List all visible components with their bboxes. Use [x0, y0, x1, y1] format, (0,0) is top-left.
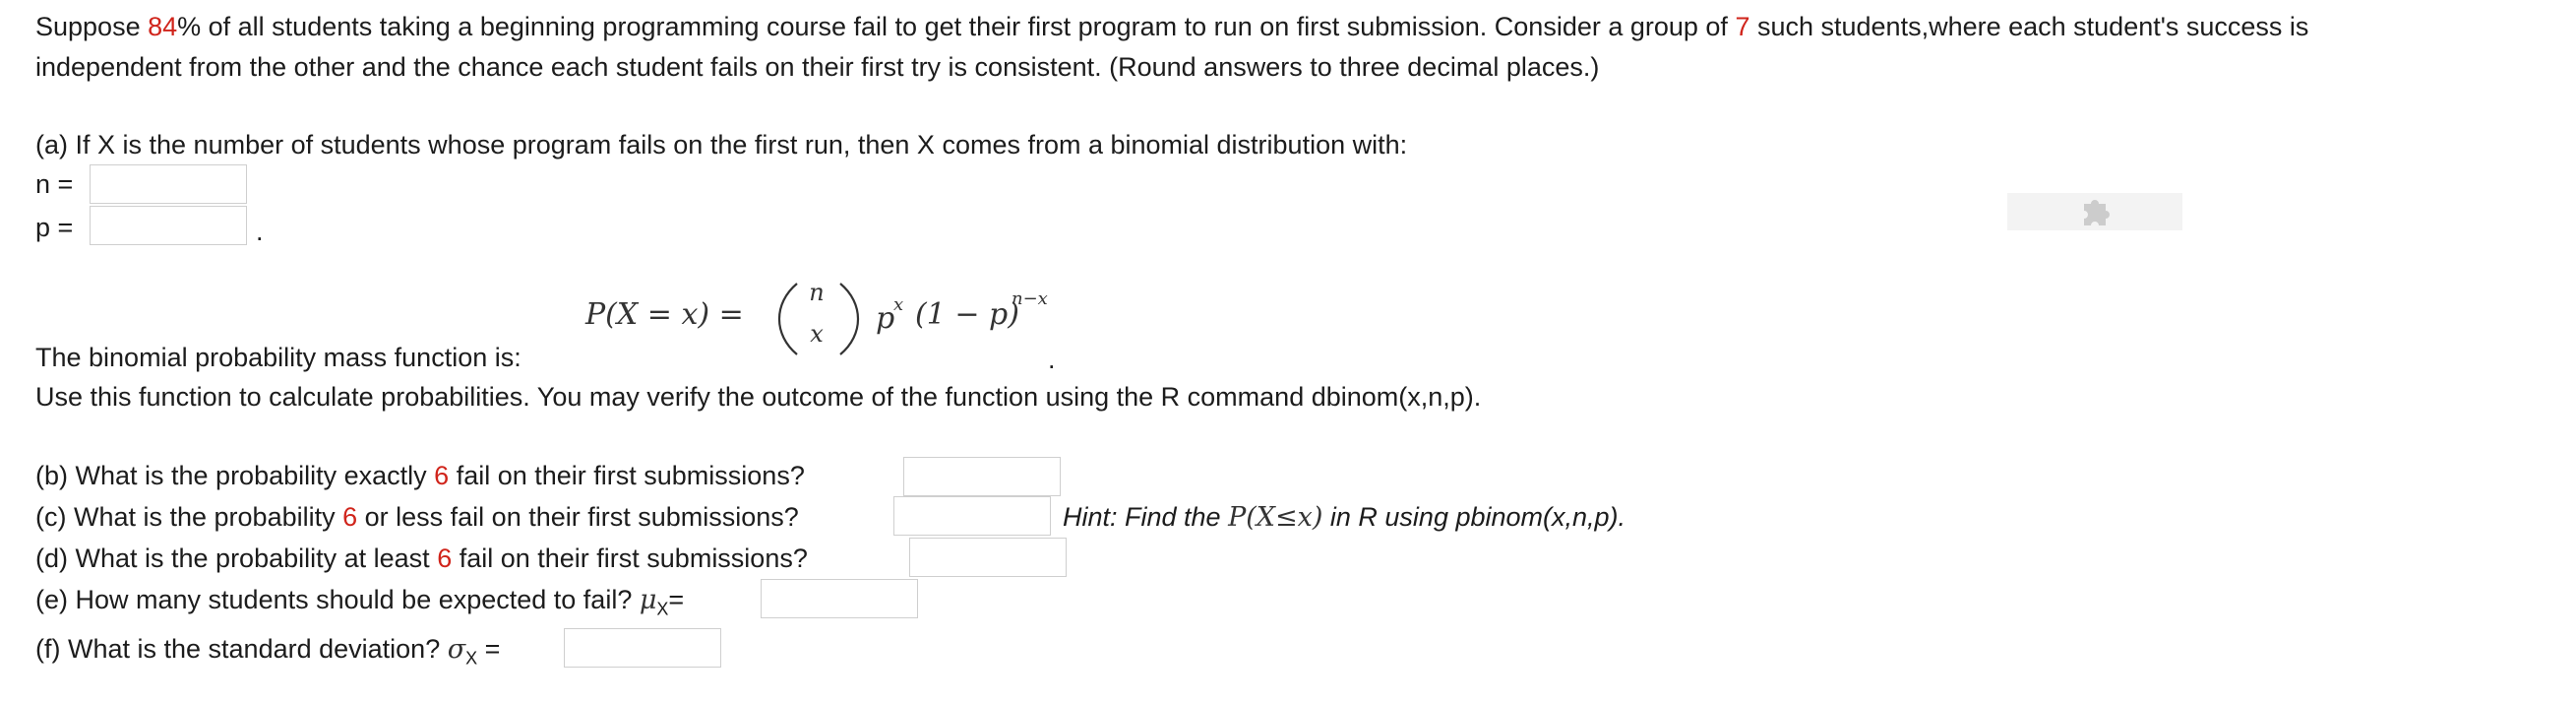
intro-line-1: [35, 10, 2308, 43]
right-paren-icon: [821, 280, 870, 358]
part-c-text-2: or less fail on their first submissions?: [357, 502, 799, 532]
intro-line-2: independent from the other and the chance each student fails on their first try is consistent. (Round answers to three decimal places.): [35, 52, 1600, 82]
part-f-input[interactable]: [564, 628, 721, 668]
pmf-exponent: n−x: [1012, 288, 1048, 309]
part-c-number: 6: [342, 502, 358, 532]
hint-expression: P(X≤x): [1228, 502, 1323, 533]
intro-text-2: % of all students taking a beginning programming course fail to get their first program to run on first submission. Consider a group of: [177, 12, 1736, 41]
part-e-equals: =: [668, 585, 685, 614]
part-c-text-1: (c) What is the probability: [35, 502, 343, 532]
pmf-use-text: Use this function to calculate probabilities. You may verify the outcome of the function using the R command dbinom(x,n,p).: [35, 382, 1482, 412]
sigma-symbol: σ: [447, 634, 466, 665]
part-c-question: [35, 500, 799, 534]
pmf-one-minus-p: (1 − p): [915, 297, 1019, 332]
part-f-question: [35, 632, 500, 674]
p-period: .: [256, 217, 264, 246]
pmf-p: p: [876, 301, 895, 336]
part-e-text: (e) How many students should be expected to fail?: [35, 585, 640, 614]
part-b-question: [35, 459, 805, 492]
part-b-number: 6: [434, 461, 450, 490]
p-input[interactable]: [90, 206, 247, 245]
intro-text-3: such students,where each student's success is: [1749, 12, 2309, 41]
mu-subscript: X: [656, 599, 669, 619]
intro-text-1: Suppose: [35, 12, 149, 41]
part-b-text-2: fail on their first submissions?: [449, 461, 805, 490]
part-b-input[interactable]: [903, 457, 1061, 496]
part-b-text-1: (b) What is the probability exactly: [35, 461, 435, 490]
mu-symbol: μ: [639, 585, 657, 615]
part-f-equals: =: [477, 634, 501, 664]
group-size-value: 7: [1735, 12, 1750, 41]
part-d-number: 6: [437, 543, 453, 573]
part-a-question: (a) If X is the number of students whose program fails on the first run, then X comes from a binomial distribution with:: [35, 130, 1408, 160]
puzzle-icon: [2078, 194, 2114, 229]
part-d-input[interactable]: [909, 538, 1067, 577]
binom-bottom: x: [810, 320, 824, 348]
pmf-lhs: P(X = x) =: [585, 297, 744, 332]
puzzle-widget[interactable]: [2007, 193, 2182, 230]
sigma-subscript: X: [465, 648, 478, 669]
part-d-text-2: fail on their first submissions?: [452, 543, 808, 573]
percent-value: 84: [148, 12, 178, 41]
binom-top: n: [809, 279, 825, 306]
part-d-question: [35, 542, 808, 575]
hint-text-2: in R using pbinom(x,n,p).: [1322, 502, 1626, 532]
n-label: n =: [35, 169, 74, 199]
pmf-period: .: [1048, 345, 1056, 374]
n-input[interactable]: [90, 164, 247, 204]
part-f-text: (f) What is the standard deviation?: [35, 634, 448, 664]
hint-text: [1063, 500, 1625, 535]
p-label: p =: [35, 213, 74, 242]
pmf-p-exponent: x: [893, 294, 904, 315]
part-d-text-1: (d) What is the probability at least: [35, 543, 438, 573]
part-c-input[interactable]: [893, 496, 1051, 536]
pmf-label: The binomial probability mass function is:: [35, 343, 521, 372]
hint-text-1: Hint: Find the: [1063, 502, 1229, 532]
part-e-input[interactable]: [761, 579, 918, 618]
part-e-question: [35, 583, 684, 625]
